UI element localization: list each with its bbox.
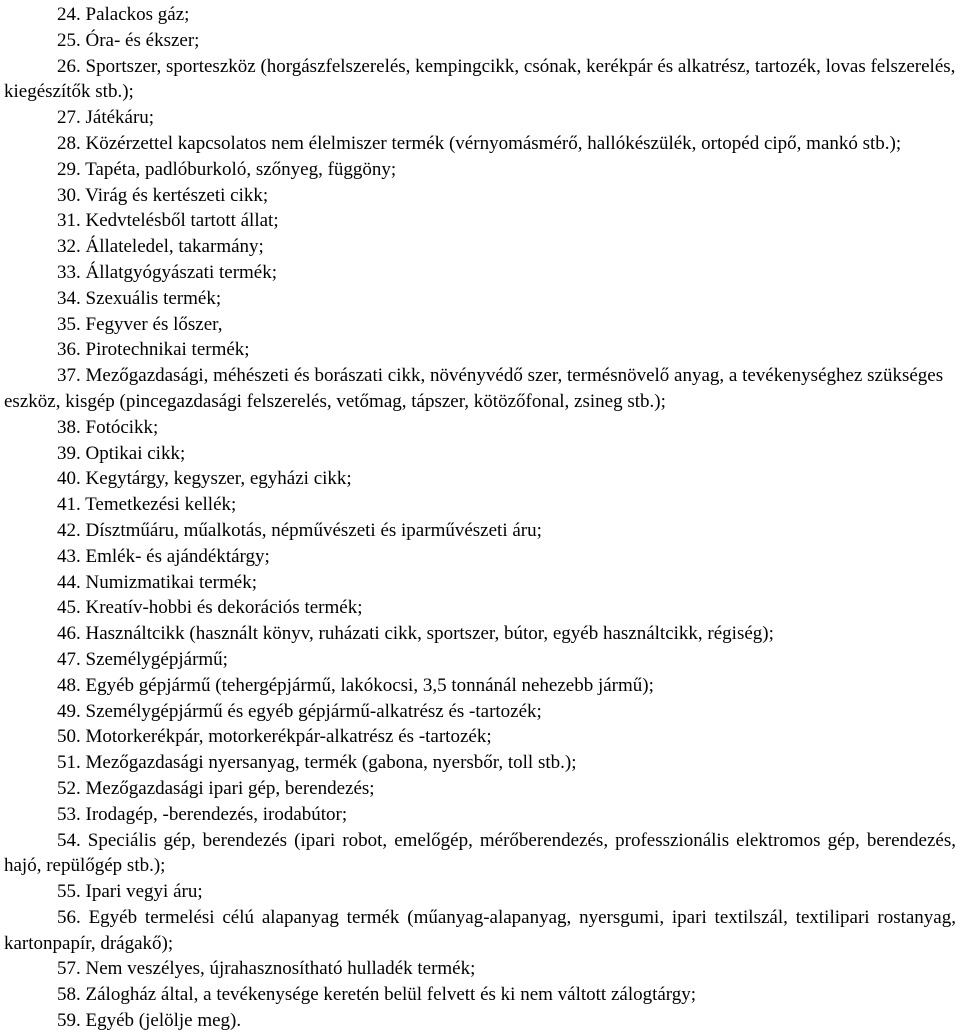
list-item-55: 55. Ipari vegyi áru;: [57, 881, 203, 903]
list-item-54: 54. Speciális gép, berendezés (ipari robot, emelőgép, mérőberendezés, professzionális elektromos gép, berendezés, hajó, repülőgép stb.);: [4, 829, 956, 877]
list-item-28: 28. Közérzettel kapcsolatos nem élelmiszer termék (vérnyomásmérő, hallókészülék, ortopéd cipő, mankó stb.);: [57, 132, 902, 154]
list-item-50: 50. Motorkerékpár, motorkerékpár-alkatrész és -tartozék;: [57, 726, 492, 748]
list-item-27: 27. Játékáru;: [57, 107, 155, 129]
list-item-46: 46. Használtcikk (használt könyv, ruházati cikk, sportszer, bútor, egyéb használtcikk, régiség);: [57, 623, 774, 645]
list-item-35: 35. Fegyver és lőszer,: [57, 313, 223, 335]
list-item-32: 32. Állateledel, takarmány;: [57, 236, 264, 258]
list-item-41: 41. Temetkezési kellék;: [57, 494, 237, 516]
list-item-42: 42. Dísztműáru, műalkotás, népművészeti és iparművészeti áru;: [57, 519, 542, 541]
list-item-26: 26. Sportszer, sporteszköz (horgászfelszerelés, kempingcikk, csónak, kerékpár és alkatrész, tartozék, lovas felszerelés, kiegészítők stb.);: [4, 55, 956, 103]
list-item-58: 58. Zálogház által, a tevékenysége keretén belül felvett és ki nem váltott zálogtárgy;: [57, 984, 697, 1006]
list-item-38: 38. Fotócikk;: [57, 416, 159, 438]
list-item-29: 29. Tapéta, padlóburkoló, szőnyeg, függöny;: [57, 158, 397, 180]
list-item-53: 53. Irodagép, -berendezés, irodabútor;: [57, 803, 348, 825]
list-item-48: 48. Egyéb gépjármű (tehergépjármű, lakókocsi, 3,5 tonnánál nehezebb jármű);: [57, 674, 654, 696]
list-item-39: 39. Optikai cikk;: [57, 442, 186, 464]
list-item-47: 47. Személygépjármű;: [57, 648, 228, 670]
list-item-30: 30. Virág és kertészeti cikk;: [57, 184, 269, 206]
list-item-49: 49. Személygépjármű és egyéb gépjármű-alkatrész és -tartozék;: [57, 700, 542, 722]
list-item-59: 59. Egyéb (jelölje meg).: [57, 1010, 242, 1032]
list-item-31: 31. Kedvtelésből tartott állat;: [57, 210, 279, 232]
list-item-45: 45. Kreatív-hobbi és dekorációs termék;: [57, 597, 363, 619]
list-item-56: 56. Egyéb termelési célú alapanyag termék (műanyag-alapanyag, nyersgumi, ipari textilszál, textilipari rostanyag, kartonpapír, drágakő);: [4, 906, 956, 954]
list-item-24: 24. Palackos gáz;: [57, 4, 190, 25]
list-item-44: 44. Numizmatikai termék;: [57, 571, 257, 593]
list-item-40: 40. Kegytárgy, kegyszer, egyházi cikk;: [57, 468, 352, 490]
list-item-37: 37. Mezőgazdasági, méhészeti és borászati cikk, növényvédő szer, termésnövelő anyag, a tevékenységhez szükséges eszköz, kisgép (pincegazdasági felszerelés, vetőmag, tápszer, kötözőfonal, zsineg stb.);: [4, 365, 944, 412]
list-item-43: 43. Emlék- és ajándéktárgy;: [57, 545, 270, 567]
list-item-33: 33. Állatgyógyászati termék;: [57, 261, 278, 283]
list-item-36: 36. Pirotechnikai termék;: [57, 339, 250, 361]
list-item-51: 51. Mezőgazdasági nyersanyag, termék (gabona, nyersbőr, toll stb.);: [57, 752, 577, 774]
list-item-57: 57. Nem veszélyes, újrahasznosítható hulladék termék;: [57, 958, 476, 980]
list-item-52: 52. Mezőgazdasági ipari gép, berendezés;: [57, 777, 375, 799]
list-item-34: 34. Szexuális termék;: [57, 287, 222, 309]
list-item-25: 25. Óra- és ékszer;: [57, 29, 200, 51]
